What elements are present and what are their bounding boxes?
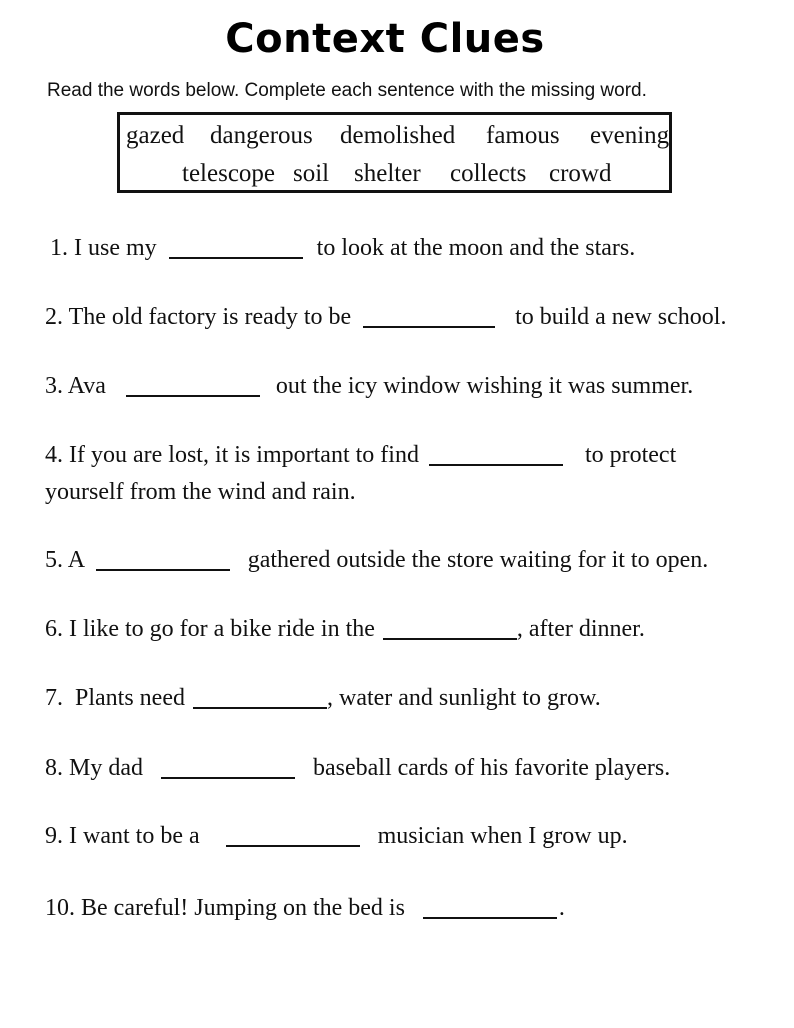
question-7 <box>45 680 601 716</box>
question-text-before: Plants need <box>75 685 185 711</box>
question-number: 6. <box>45 616 63 642</box>
question-number: 3. <box>45 373 63 399</box>
word-bank-item: collects <box>450 160 527 187</box>
answer-blank[interactable] <box>126 395 260 397</box>
question-4-continuation: yourself from the wind and rain. <box>45 479 356 505</box>
word-bank-item: demolished <box>340 122 456 149</box>
answer-blank[interactable] <box>161 777 295 779</box>
question-text-before: A <box>67 547 84 573</box>
question-number: 4. <box>45 442 63 468</box>
question-text-before: My dad <box>69 755 143 781</box>
question-text-after: to protect <box>584 442 677 468</box>
answer-blank[interactable] <box>383 638 517 640</box>
question-text-after: . <box>558 895 565 921</box>
question-text-after: gathered outside the store waiting for it to open. <box>247 547 709 573</box>
answer-blank[interactable] <box>429 464 563 466</box>
answer-blank[interactable] <box>169 257 303 259</box>
question-text-before: Be careful! Jumping on the bed is <box>81 895 405 921</box>
page-title: Context Clues <box>225 16 545 62</box>
question-3 <box>45 368 693 404</box>
question-4 <box>45 437 676 473</box>
word-bank-item: shelter <box>354 160 421 187</box>
answer-blank[interactable] <box>96 569 230 571</box>
question-text-after: to look at the moon and the stars. <box>316 235 636 261</box>
question-text-after: baseball cards of his favorite players. <box>313 755 671 781</box>
question-text-before: I want to be a <box>69 823 200 849</box>
question-1 <box>50 230 635 266</box>
question-number: 8. <box>45 755 63 781</box>
answer-blank[interactable] <box>193 707 327 709</box>
word-bank-row <box>120 156 669 192</box>
question-9 <box>45 818 628 854</box>
instructions: Read the words below. Complete each sentence with the missing word. <box>47 80 647 101</box>
question-text-before: The old factory is ready to be <box>68 304 352 330</box>
question-text-before: I like to go for a bike ride in the <box>69 616 375 642</box>
word-bank-item: gazed <box>126 122 185 149</box>
word-bank-item: telescope <box>182 160 276 187</box>
question-text-after: , after dinner. <box>516 616 645 642</box>
question-number: 7. <box>45 685 63 711</box>
answer-blank[interactable] <box>423 917 557 919</box>
question-5 <box>45 542 708 578</box>
question-text-before: I use my <box>74 235 157 261</box>
question-text-after: , water and sunlight to grow. <box>326 685 601 711</box>
question-text-before: Ava <box>67 373 106 399</box>
word-bank-item: dangerous <box>210 122 313 149</box>
question-2 <box>45 299 726 335</box>
question-number: 9. <box>45 823 63 849</box>
question-number: 10. <box>45 895 75 921</box>
question-6 <box>45 611 645 647</box>
word-bank-item: soil <box>293 160 330 187</box>
word-bank-item: crowd <box>549 160 612 187</box>
word-bank-item: famous <box>486 122 560 149</box>
question-8 <box>45 750 670 786</box>
question-text-before: If you are lost, it is important to find <box>69 442 419 468</box>
question-text-after: to build a new school. <box>515 304 727 330</box>
word-bank <box>117 112 672 193</box>
answer-blank[interactable] <box>363 326 495 328</box>
word-bank-row <box>120 118 669 154</box>
word-bank-item: evening <box>590 122 670 149</box>
question-10 <box>45 890 565 926</box>
question-number: 1. <box>50 235 68 261</box>
answer-blank[interactable] <box>226 845 360 847</box>
question-text-after: musician when I grow up. <box>377 823 628 849</box>
question-text-after: out the icy window wishing it was summer. <box>275 373 694 399</box>
question-number: 2. <box>45 304 63 330</box>
question-number: 5. <box>45 547 63 573</box>
